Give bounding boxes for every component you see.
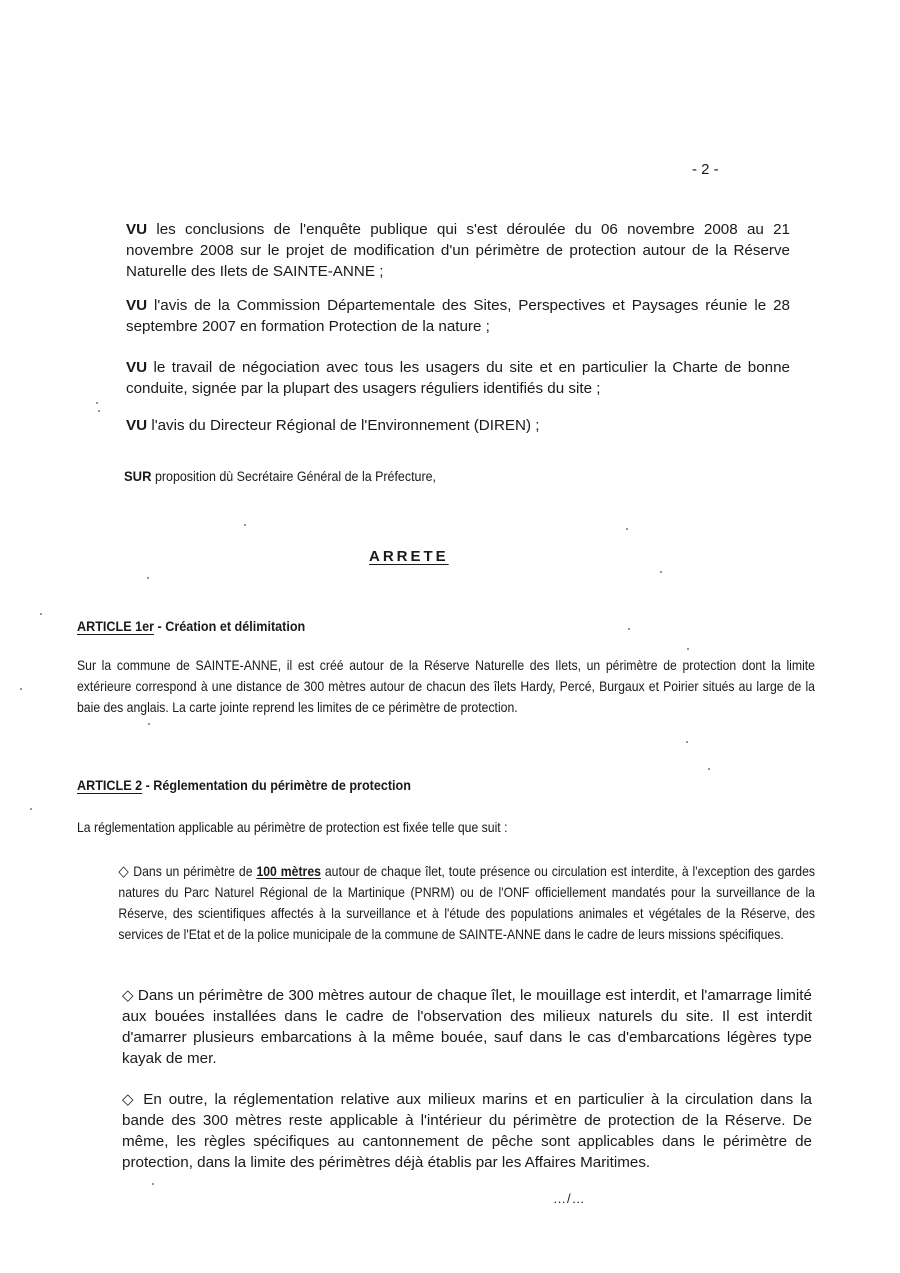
scan-speck [244,524,246,526]
scan-speck [660,571,662,573]
scan-speck [152,1183,154,1185]
bullet-3-text: En outre, la réglementation relative aux milieux marins et en particulier à la circulation dans la bande des 300 mètres reste applicable à l'intérieur du périmètre de protection de la Réserve. De même, les règles spécifiques au cantonnement de pêche sont applicables dans le périmètre de protection, dans la limite des périmètres déjà établis par les Affaires Maritimes. [122,1091,812,1171]
vu-text: le travail de négociation avec tous les usagers du site et en particulier la Charte de bonne conduite, signée par la plupart des usagers réguliers identifiés du site ; [126,359,790,397]
article-2-bullet-2 [78,985,812,1069]
sur-paragraph [124,468,436,484]
vu-lead: VU [126,297,148,314]
scan-speck [686,741,688,743]
article-2-intro: La réglementation applicable au périmètre de protection est fixée telle que suit : [77,820,508,835]
vu-lead: VU [126,221,148,238]
sur-text: proposition dù Secrétaire Général de la Préfecture, [151,469,437,484]
article-2-bullet-3 [78,1089,812,1173]
article-2-label: ARTICLE 2 [77,777,143,793]
scan-speck [147,577,149,579]
article-1-body: Sur la commune de SAINTE-ANNE, il est créé autour de la Réserve Naturelle des Ilets, un périmètre de protection dont la limite extérieure correspond à une distance de 300 mètres autour de chacun des îlets Hardy, Percé, Burgaux et Poirier situés au large de la baie des anglais. La carte jointe reprend les limites de ce périmètre de protection. [77,658,815,715]
scan-speck [628,628,630,630]
article-1-title: - Création et délimitation [154,618,306,634]
article-1-heading [77,618,305,634]
diamond-bullet-icon: ◇ [118,863,130,880]
vu-text: l'avis du Directeur Régional de l'Environnement (DIREN) ; [147,417,540,434]
scan-speck [687,648,689,650]
vu-text: l'avis de la Commission Départementale des Sites, Perspectives et Paysages réunie le 28 septembre 2007 en formation Protection de la nature ; [126,297,790,335]
scan-speck [20,688,22,690]
vu-lead: VU [126,417,148,434]
bullet-1-before: Dans un périmètre de [129,864,257,879]
scan-speck [96,402,98,404]
article-1-label: ARTICLE 1er [77,618,155,634]
scan-speck [708,768,710,770]
arrete-title: ARRETE [369,548,449,565]
article-2-heading [77,777,411,793]
diamond-bullet-icon: ◇ [122,987,134,1004]
bullet-1-bold: 100 mètres [256,864,321,879]
vu-paragraph-4 [78,415,790,436]
scan-speck [30,808,32,810]
vu-paragraph-2 [78,295,790,337]
vu-text: les conclusions de l'enquête publique qui s'est déroulée du 06 novembre 2008 au 21 novembre 2008 sur le projet de modification d'un périmètre de protection autour de la Réserve Naturelle des Ilets de SAINTE-ANNE ; [126,221,790,280]
scan-speck [626,528,628,530]
diamond-bullet-icon: ◇ [122,1091,137,1108]
scan-speck [148,723,150,725]
article-2-title: - Réglementation du périmètre de protection [142,777,411,793]
page-number: - 2 - [692,161,719,178]
vu-paragraph-3 [78,357,790,399]
bullet-2-text: Dans un périmètre de 300 mètres autour de chaque îlet, le mouillage est interdit, et l'amarrage limité aux bouées installées dans le cadre de l'observation des milieux naturels du site. Il est interdit d'amarrer plusieurs embarcations à la même bouée, sauf dans le cas d'embarcations légères type kayak de mer. [122,987,812,1067]
vu-paragraph-1 [78,219,790,282]
scan-speck [98,410,100,412]
vu-lead: VU [126,359,148,376]
article-2-bullet-1 [77,861,815,945]
bullet-1-after: autour de chaque îlet, toute présence ou circulation est interdite, à l'exception des gardes natures du Parc Naturel Régional de la Martinique (PNRM) ou de l'ONF officiellement mandatés pour la surveillance de la Réserve, des scientifiques affectés à la surveillance et à l'étude des populations animales et végétales de la Réserve, des services de l'Etat et de la police municipale de la commune de SAINTE-ANNE dans le cadre de leurs missions spécifiques. [118,864,815,942]
scan-speck [40,613,42,615]
continuation-mark: …/… [553,1191,586,1206]
sur-lead: SUR [124,468,152,484]
